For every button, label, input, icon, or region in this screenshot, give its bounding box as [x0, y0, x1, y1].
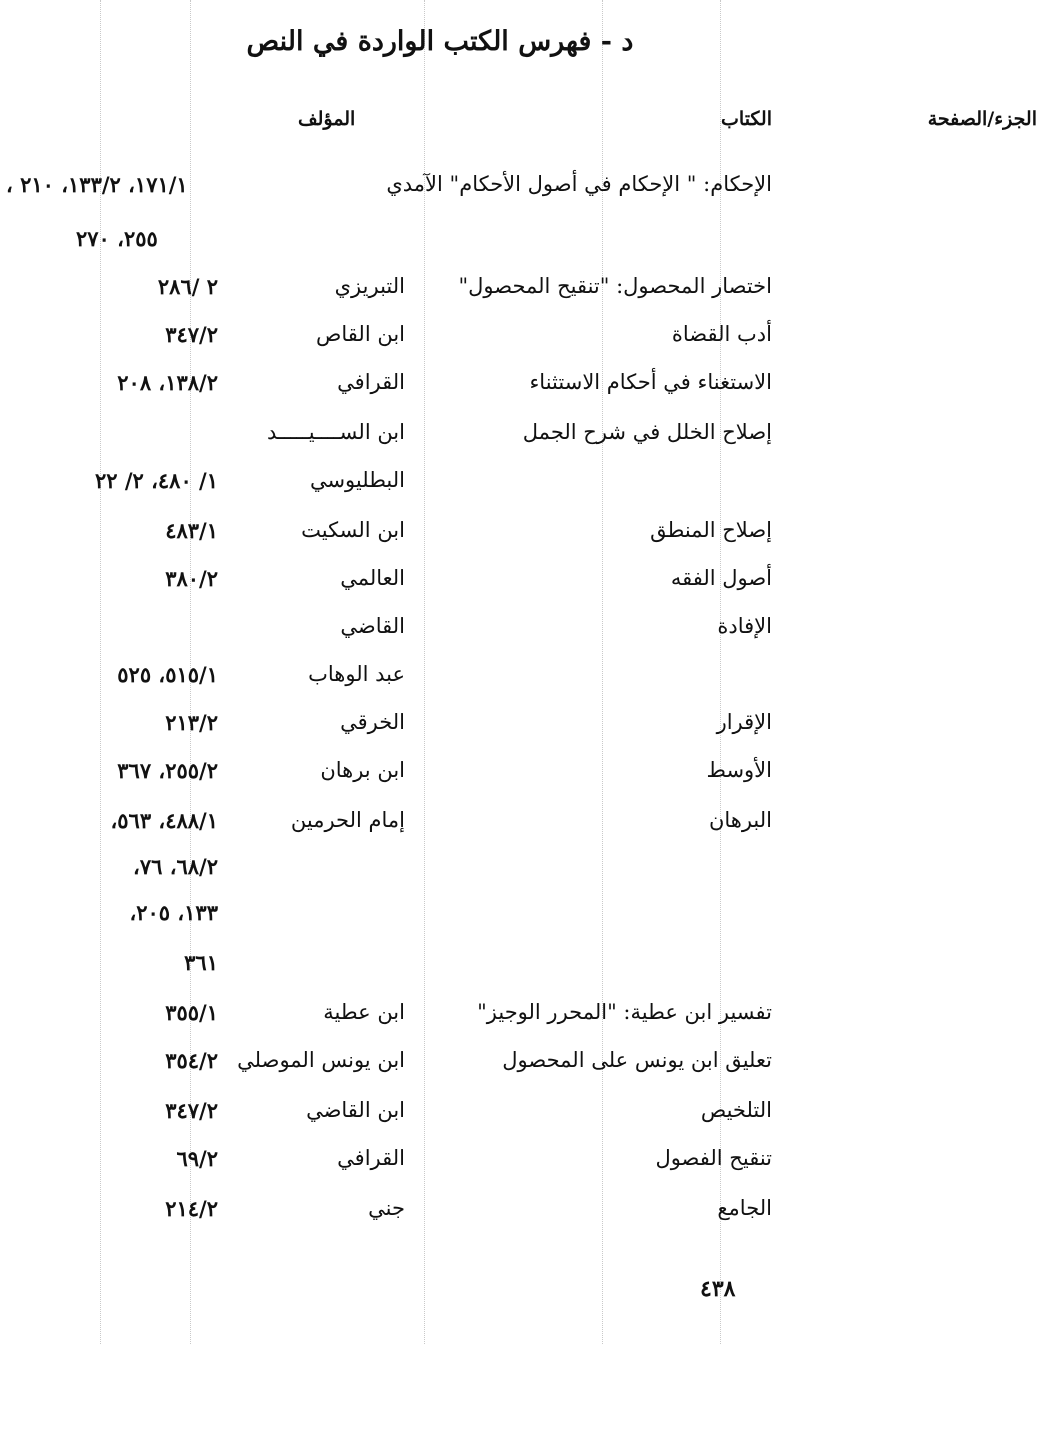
entry-book-title: تعليق ابن يونس على المحصول: [502, 1048, 772, 1072]
entry-author: جني: [368, 1196, 405, 1220]
index-entry: [0, 274, 955, 314]
index-entry: [0, 1048, 955, 1088]
entry-book-title: الإقرار: [716, 710, 772, 734]
index-entry: [0, 566, 955, 606]
entry-book-title: أدب القضاة: [671, 322, 772, 346]
entry-book-title: الأوسط: [706, 758, 772, 782]
entry-pages: ٣٦١: [184, 950, 218, 975]
index-entry: [0, 1196, 955, 1236]
index-entry: [0, 900, 955, 940]
index-entry: [0, 614, 955, 654]
entry-author: القرافي: [337, 370, 405, 394]
index-entry: [0, 662, 955, 702]
entry-author: ابن الســــيـــــد: [266, 420, 405, 444]
entry-pages: ٢١٤/٢: [165, 1196, 218, 1221]
entry-pages: ٣٥٥/١: [165, 1000, 218, 1025]
entry-pages: ٣٥٤/٢: [165, 1048, 218, 1073]
index-entry: [0, 468, 955, 508]
entry-author: ابن عطية: [323, 1000, 405, 1024]
index-entry: [0, 370, 955, 410]
entry-author: التبريزي: [334, 274, 405, 298]
entry-pages: ٢٥٥/٢، ٣٦٧: [117, 758, 218, 783]
entry-book-title: الجامع: [717, 1196, 772, 1220]
entry-pages: ١٧١/١، ١٣٣/٢، ٢١٠ ،: [6, 172, 188, 197]
entry-book-title: التلخيص: [700, 1098, 772, 1122]
entry-pages: ٣٤٧/٢: [165, 1098, 218, 1123]
entry-pages: ٤٨٨/١، ٥٦٣،: [110, 808, 218, 833]
entry-pages: ٣٤٧/٢: [165, 322, 218, 347]
entry-author: عبد الوهاب: [308, 662, 405, 686]
index-entry: [0, 1146, 955, 1186]
column-header-pages: الجزء/الصفحة: [927, 108, 1037, 130]
entry-book-title: تنقيح الفصول: [655, 1146, 772, 1170]
entry-author: ابن السكيت: [301, 518, 405, 542]
index-entry: [0, 518, 955, 558]
entry-pages: ١٣٣، ٢٠٥،: [129, 900, 218, 925]
index-entry-continuation: [0, 226, 955, 266]
entry-book-title: الاستغناء في أحكام الاستثناء: [529, 370, 772, 394]
entry-pages: ٢١٣/٢: [165, 710, 218, 735]
index-entry: [0, 172, 955, 212]
entry-book-title: أصول الفقه: [670, 566, 772, 590]
entry-pages: ٢ /٢٨٦: [157, 274, 218, 299]
index-entry: [0, 854, 955, 894]
index-entry: [0, 758, 955, 798]
entry-author: القرافي: [337, 1146, 405, 1170]
page-title: د - فهرس الكتب الواردة في النص: [246, 26, 634, 57]
entry-author: إمام الحرمين: [290, 808, 405, 832]
entry-book-title: إصلاح المنطق: [650, 518, 772, 542]
index-entry: [0, 950, 955, 990]
index-entry: [0, 710, 955, 750]
entry-pages: ٢٥٥، ٢٧٠: [76, 226, 158, 251]
page-number: ٤٣٨: [700, 1276, 736, 1302]
entry-pages: ١/ ٤٨٠، ٢/ ٢٢: [94, 468, 218, 493]
entry-book-title: الإفادة: [717, 614, 772, 638]
entry-author: ابن يونس الموصلي: [237, 1048, 405, 1072]
index-entry: [0, 808, 955, 848]
index-entry: [0, 1098, 955, 1138]
index-entry: [0, 1000, 955, 1040]
entry-book-title: الإحكام: " الإحكام في أصول الأحكام" الآمدي: [386, 172, 772, 196]
entry-book-title: البرهان: [708, 808, 772, 832]
entry-author: العالمي: [340, 566, 405, 590]
column-header-book: الكتاب: [721, 108, 772, 130]
entry-pages: ٤٨٣/١: [165, 518, 218, 543]
entry-pages: ٦٩/٢: [176, 1146, 218, 1171]
entry-pages: ٥١٥/١، ٥٢٥: [117, 662, 218, 687]
entry-author: القاضي: [340, 614, 405, 638]
entry-author: الخرقي: [340, 710, 405, 734]
index-entry: [0, 420, 955, 460]
entry-author: ابن القاضي: [306, 1098, 405, 1122]
entry-book-title: تفسير ابن عطية: "المحرر الوجيز": [477, 1000, 772, 1024]
entry-pages: ٣٨٠/٢: [165, 566, 218, 591]
entry-author: البطليوسي: [309, 468, 405, 492]
entry-author: ابن القاص: [316, 322, 405, 346]
entry-book-title: اختصار المحصول: "تنقيح المحصول": [458, 274, 772, 298]
column-header-author: المؤلف: [298, 108, 356, 130]
index-entry: [0, 322, 955, 362]
entry-pages: ٦٨/٢، ٧٦،: [133, 854, 218, 879]
entry-author: ابن برهان: [320, 758, 405, 782]
entry-book-title: إصلاح الخلل في شرح الجمل: [522, 420, 772, 444]
entry-pages: ١٣٨/٢، ٢٠٨: [117, 370, 218, 395]
